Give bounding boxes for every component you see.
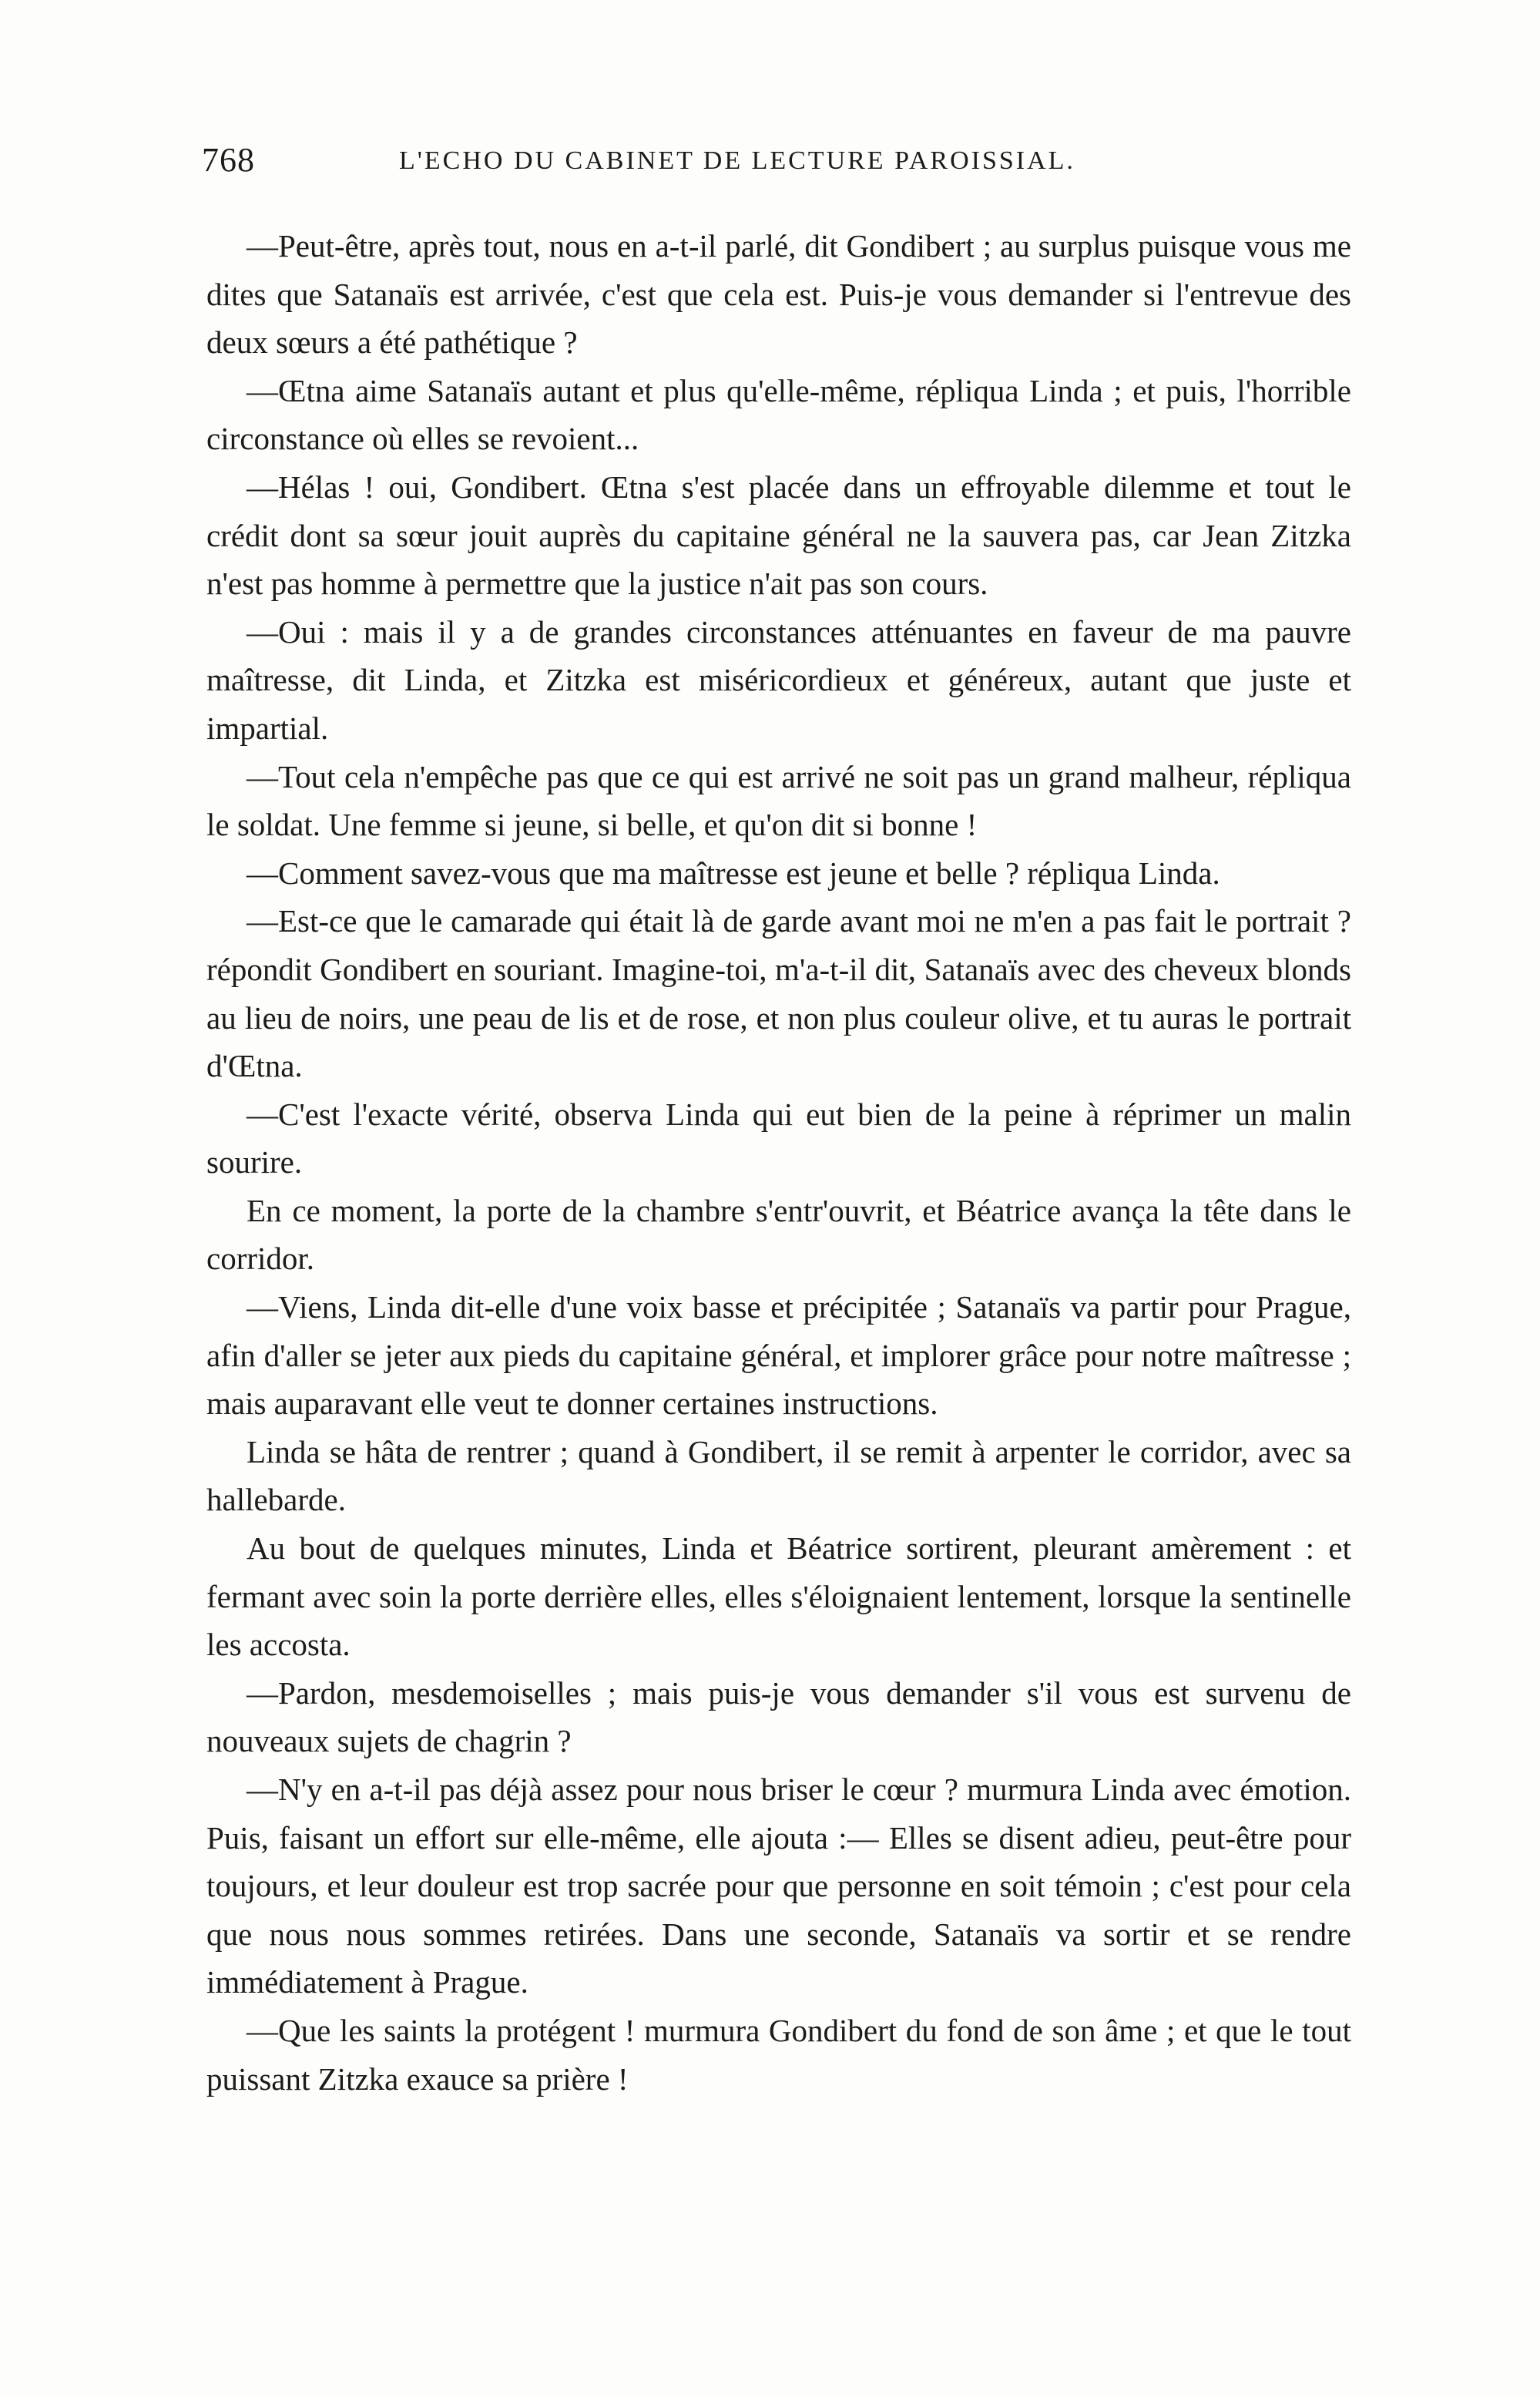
paragraph: —Que les saints la protégent ! murmura Gondibert du fond de son âme ; et que le tout puissant Zitzka exauce sa prière !: [206, 2012, 1351, 2097]
body-text: [206, 222, 1351, 2103]
paragraph: —Oui : mais il y a de grandes circonstances atténuantes en faveur de ma pauvre maîtresse, dit Linda, et Zitzka est miséricordieux et généreux, autant que juste et impartial.: [206, 613, 1351, 746]
paragraph: —C'est l'exacte vérité, observa Linda qui eut bien de la peine à réprimer un malin sourire.: [206, 1096, 1351, 1181]
paragraph: —Viens, Linda dit-elle d'une voix basse et précipitée ; Satanaïs va partir pour Prague, afin d'aller se jeter aux pieds du capitaine général, et implorer grâce pour notre maîtresse ; mais auparavant elle veut te donner certaines instructions.: [206, 1289, 1351, 1422]
paragraph: —Œtna aime Satanaïs autant et plus qu'elle-même, répliqua Linda ; et puis, l'horrible circonstance où elles se revoient...: [206, 372, 1351, 457]
page-number: 768: [202, 141, 255, 179]
paragraph: —Tout cela n'empêche pas que ce qui est arrivé ne soit pas un grand malheur, répliqua le soldat. Une femme si jeune, si belle, et qu'on dit si bonne !: [206, 758, 1351, 843]
paragraph: —Est-ce que le camarade qui était là de garde avant moi ne m'en a pas fait le portrait ? répondit Gondibert en souriant. Imagine-toi, m'a-t-il dit, Satanaïs avec des cheveux blonds au lieu de noirs, une peau de lis et de rose, et non plus couleur olive, et tu auras le portrait d'Œtna.: [206, 903, 1351, 1084]
paragraph: —Pardon, mesdemoiselles ; mais puis-je vous demander s'il vous est survenu de nouveaux sujets de chagrin ?: [206, 1674, 1351, 1759]
running-title: L'ECHO DU CABINET DE LECTURE PAROISSIAL.: [399, 146, 1075, 175]
paragraph: En ce moment, la porte de la chambre s'entr'ouvrit, et Béatrice avança la tête dans le corridor.: [206, 1192, 1351, 1277]
paragraph: —Comment savez-vous que ma maîtresse est jeune et belle ? répliqua Linda.: [247, 855, 1220, 891]
paragraph: Linda se hâta de rentrer ; quand à Gondibert, il se remit à arpenter le corridor, avec sa hallebarde.: [206, 1433, 1351, 1518]
paragraph: —N'y en a-t-il pas déjà assez pour nous briser le cœur ? murmura Linda avec émotion. Puis, faisant un effort sur elle-même, elle ajouta :— Elles se disent adieu, peut-être pour toujours, et leur douleur est trop sacrée pour que personne en soit témoin ; c'est pour cela que nous nous sommes retirées. Dans une seconde, Satanaïs va sortir et se rendre immédiatement à Prague.: [206, 1772, 1351, 2000]
page-header: [202, 140, 1357, 186]
paragraph: —Peut-être, après tout, nous en a-t-il parlé, dit Gondibert ; au surplus puisque vous me dites que Satanaïs est arrivée, c'est que cela est. Puis-je vous demander si l'entrevue des deux sœurs a été pathétique ?: [206, 228, 1351, 361]
paragraph: —Hélas ! oui, Gondibert. Œtna s'est placée dans un effroyable dilemme et tout le crédit dont sa sœur jouit auprès du capitaine général ne la sauvera pas, car Jean Zitzka n'est pas homme à permettre que la justice n'ait pas son cours.: [206, 469, 1351, 602]
paragraph: Au bout de quelques minutes, Linda et Béatrice sortirent, pleurant amèrement : et fermant avec soin la porte derrière elles, elles s'éloignaient lentement, lorsque la sentinelle les accosta.: [206, 1530, 1351, 1663]
